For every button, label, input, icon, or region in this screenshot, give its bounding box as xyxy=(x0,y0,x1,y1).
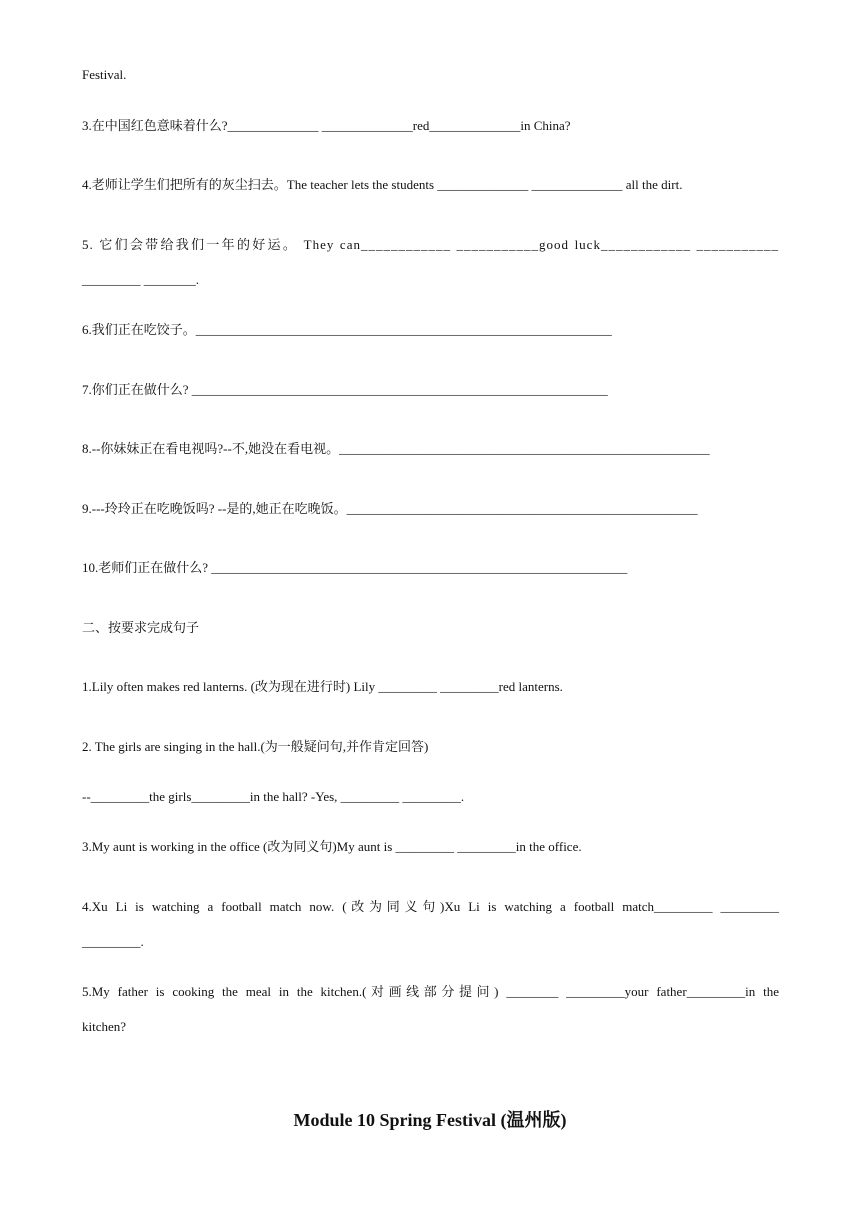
module-title: Module 10 Spring Festival (温州版) xyxy=(293,1110,567,1130)
line-s5-cont: kitchen? xyxy=(82,1019,127,1034)
line-q5: 5. 它们会带给我们一年的好运。 They can____________ ___________good luck____________ ___________ xyxy=(82,237,779,252)
line-s4: 4.Xu Li is watching a football match now. (改为同义句)Xu Li is watching a football match_________ _________ xyxy=(82,899,779,914)
section-heading: 二、按要求完成句子 xyxy=(82,620,200,635)
line-s3: 3.My aunt is working in the office (改为同义句)My aunt is _________ _________in the office. xyxy=(82,839,582,854)
line-s1: 1.Lily often makes red lanterns. (改为现在进行时) Lily _________ _________red lanterns. xyxy=(82,679,563,694)
line-q10: 10.老师们正在做什么? ________________________________________________________________ xyxy=(82,560,628,575)
line-s2: 2. The girls are singing in the hall.(为一般疑问句,并作肯定回答) xyxy=(82,739,429,754)
line-s5: 5.My father is cooking the meal in the kitchen.(对画线部分提问) ________ _________your father_________in the xyxy=(82,984,779,999)
line-q4: 4.老师让学生们把所有的灰尘扫去。The teacher lets the students ______________ ______________ all the dirt. xyxy=(82,177,683,192)
line-s2-answer: --_________the girls_________in the hall? -Yes, _________ _________. xyxy=(82,789,465,804)
line-q9: 9.---玲玲正在吃晚饭吗? --是的,她正在吃晚饭。______________________________________________________ xyxy=(82,501,698,516)
line-q7: 7.你们正在做什么? ________________________________________________________________ xyxy=(82,382,608,397)
line-q6: 6.我们正在吃饺子。________________________________________________________________ xyxy=(82,322,612,337)
line-q5-cont: _________ ________. xyxy=(82,272,199,287)
line-q3: 3.在中国红色意味着什么?______________ ______________red______________in China? xyxy=(82,118,571,133)
line-festival-cont: Festival. xyxy=(82,67,127,82)
line-s4-cont: _________. xyxy=(82,934,144,949)
line-q8: 8.--你妹妹正在看电视吗?--不,她没在看电视。_________________________________________________________ xyxy=(82,441,710,456)
